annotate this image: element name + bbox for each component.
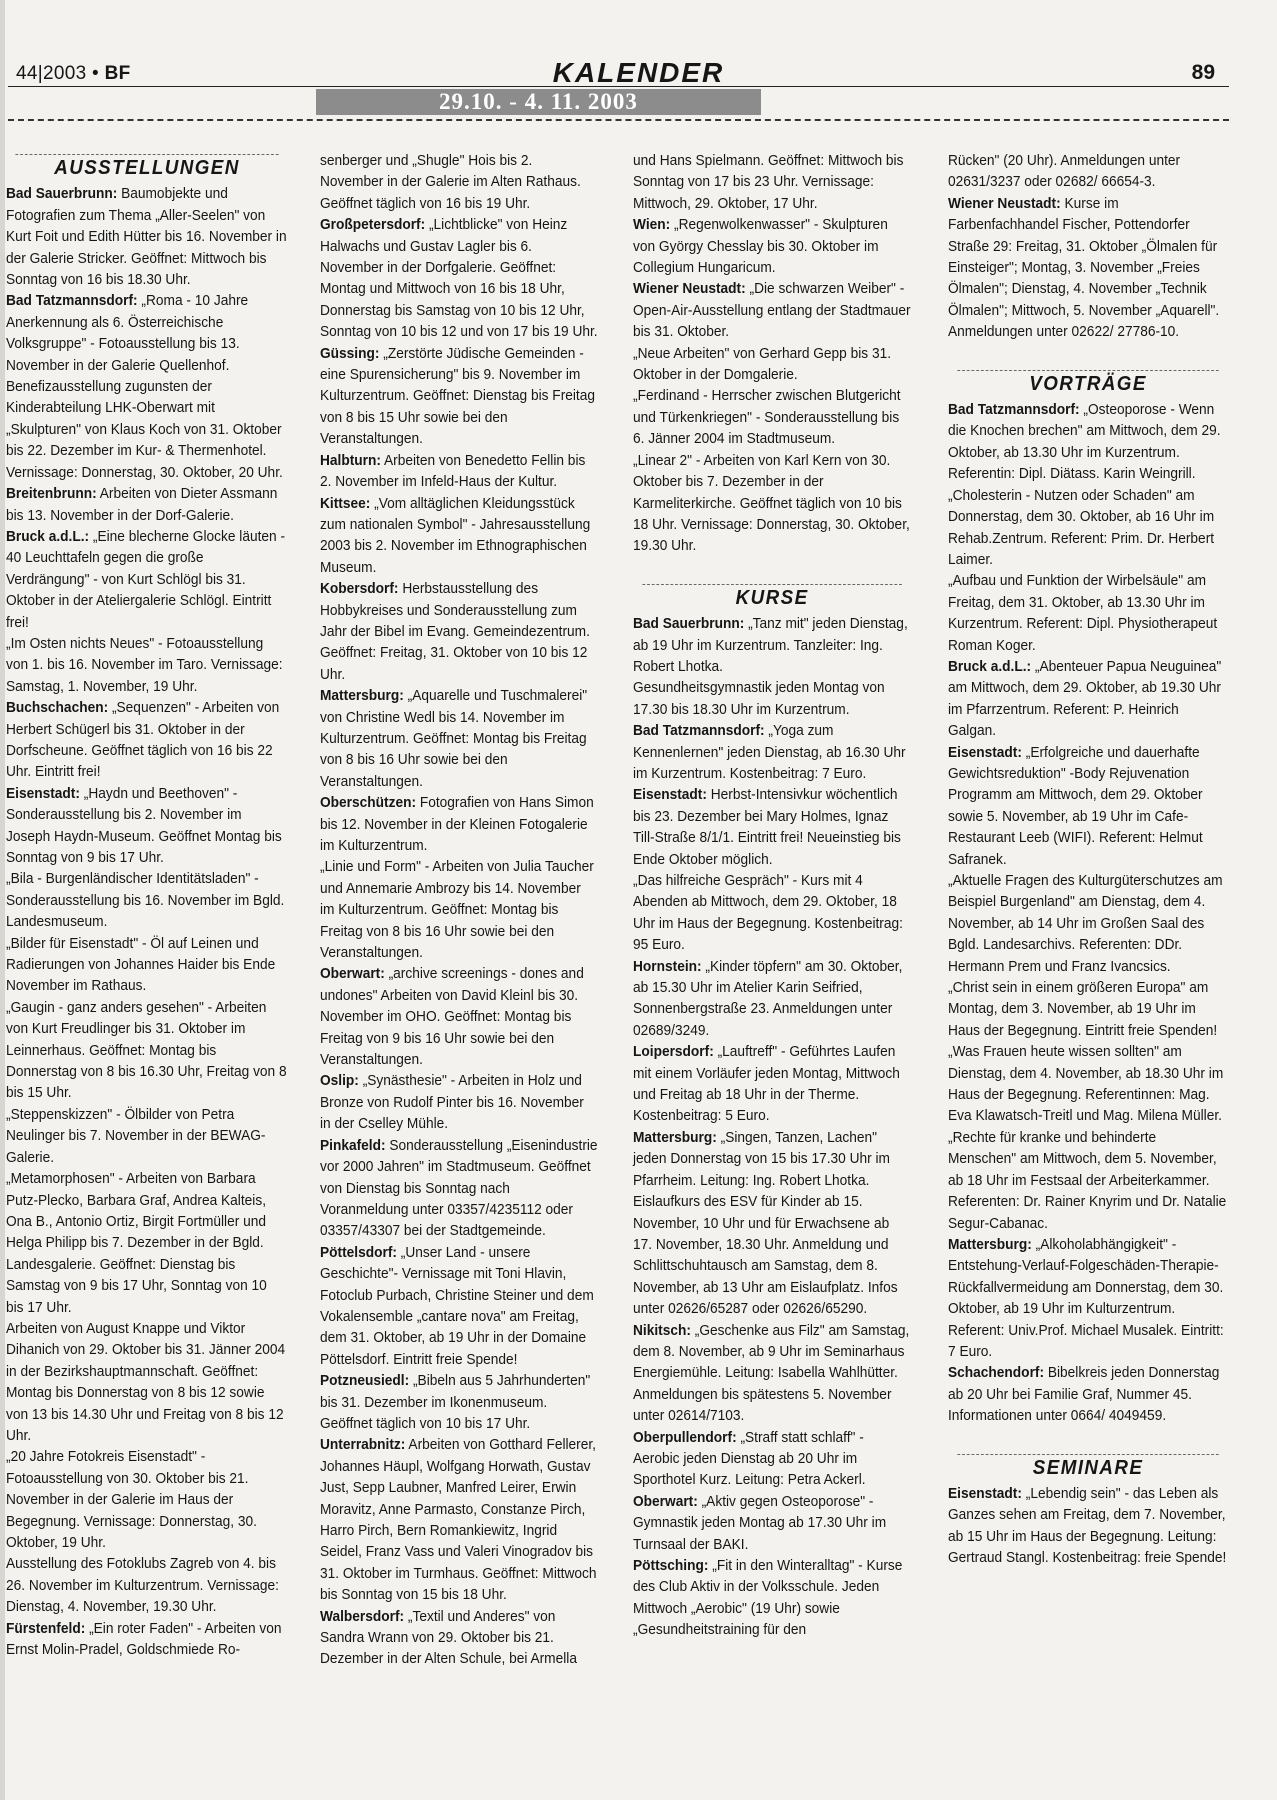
entry-text: „Rechte für kranke und behinderte Menschen" am Mittwoch, dem 5. November, ab 18 Uhr im Festsaal der Arbeiterkammer. Referenten: Dr. Rainer Knyrim und Dr. Natalie Segur-Cabanac.	[948, 1129, 1227, 1232]
entries-ausstellungen-2	[320, 151, 598, 1671]
calendar-entry	[320, 1071, 598, 1135]
entry-place: Oberschützen:	[320, 795, 417, 812]
entry-place: Bad Sauerbrunn:	[633, 616, 745, 633]
entry-text: „Tanz mit" jeden Dienstag, ab 19 Uhr im Kurzentrum. Tanzleiter: Ing. Robert Lhotka.	[633, 616, 908, 675]
calendar-entry	[948, 871, 1228, 978]
calendar-entry	[320, 494, 598, 580]
entry-place: Oberwart:	[320, 966, 385, 983]
entry-text: „Osteoporose - Wenn die Knochen brechen" am Mittwoch, dem 29. Oktober, ab 13.30 Uhr im Kurzentrum. Referentin: Dipl. Diätass. Karin Weingrill.	[948, 402, 1221, 483]
calendar-entry	[948, 657, 1228, 743]
entry-place: Nikitsch:	[633, 1322, 691, 1339]
entry-text: „Synästhesie" - Arbeiten in Holz und Bronze von Rudolf Pinter bis 16. November in der Cselley Mühle.	[320, 1073, 584, 1133]
entry-place: Eisenstadt:	[948, 744, 1022, 761]
entry-text: „Linear 2" - Arbeiten von Karl Kern von 30. Oktober bis 7. Dezember in der Karmeliterkirche. Geöffnet täglich von 10 bis 18 Uhr. Vernissage: Donnerstag, 30. Oktober, 19.30 Uhr.	[633, 452, 910, 555]
entry-place: Kittsee:	[320, 495, 371, 512]
entry-text: „Ferdinand - Herrscher zwischen Blutgericht und Türkenkriegen" - Sonderausstellung bis 6. Jänner 2004 im Stadtmuseum.	[633, 388, 901, 448]
column-1	[6, 150, 288, 1661]
entry-place: Mattersburg:	[633, 1129, 717, 1146]
entry-place: Oberpullendorf:	[633, 1429, 737, 1446]
entry-text: Rücken" (20 Uhr). Anmeldungen unter 02631/3237 oder 02682/ 66654-3.	[948, 153, 1181, 191]
entry-text: „Singen, Tanzen, Lachen" jeden Donnerstag von 15 bis 17.30 Uhr im Pfarrheim. Leitung: Ing. Robert Lhotka.	[633, 1129, 890, 1189]
entry-place: Potzneusiedl:	[320, 1373, 410, 1390]
entry-place: Schachendorf:	[948, 1365, 1045, 1382]
entry-text: „Haydn und Beethoven" - Sonderausstellung bis 2. November im Joseph Haydn-Museum. Geöffnet Montag bis Sonntag von 9 bis 17 Uhr.	[6, 785, 282, 866]
entry-place: Pöttelsdorf:	[320, 1244, 397, 1261]
date-range-banner: 29.10. - 4. 11. 2003	[316, 89, 761, 115]
calendar-entry	[948, 571, 1228, 657]
entry-text: „Straff statt schlaff" - Aerobic jeden Dienstag ab 20 Uhr im Sporthotel Kurz. Leitung: Petra Ackerl.	[633, 1429, 866, 1489]
magazine-name: BF	[104, 63, 131, 84]
entry-place: Kobersdorf:	[320, 581, 399, 598]
entry-place: Hornstein:	[633, 958, 702, 975]
entry-place: Oberwart:	[633, 1493, 698, 1510]
calendar-entry	[6, 484, 288, 527]
calendar-entry	[633, 1042, 911, 1128]
calendar-entry	[6, 698, 288, 784]
entry-text: „Aktuelle Fragen des Kulturgüterschutzes am Beispiel Burgenland" am Dienstag, dem 4. November, ab 14 Uhr im Großen Saal des Bgld. Landesarchivs. Referenten: DDr. Hermann Prem und Franz Ivancsics.	[948, 873, 1223, 975]
entry-text: „Lauftreff" - Geführtes Laufen mit einem Vorläufer jeden Montag, Mittwoch und Freitag ab 18 Uhr in der Therme. Kostenbeitrag: 5 Euro.	[633, 1044, 900, 1125]
calendar-entry	[633, 721, 911, 785]
entry-place: Buchschachen:	[6, 700, 109, 717]
entry-place: Pöttsching:	[633, 1558, 709, 1574]
calendar-entry	[6, 1554, 288, 1618]
entries-ausstellungen-1	[6, 184, 288, 1661]
entry-text: „Aquarelle und Tuschmalerei" von Christine Wedl bis 14. November im Kulturzentrum. Geöffnet: Montag bis Freitag von 8 bis 16 Uhr sowie bei den Veranstaltungen.	[320, 688, 588, 790]
entry-text: „Geschenke aus Filz" am Samstag, dem 8. November, ab 9 Uhr im Seminarhaus Energiemühle. Leitung: Isabella Wahlhütter. Anmeldungen bis spätestens 5. November unter 02614/7103.	[633, 1322, 910, 1425]
entry-place: Eisenstadt:	[948, 1485, 1022, 1502]
entry-text: Baumobjekte und Fotografien zum Thema „Aller-Seelen" von Kurt Foit und Edith Hütter bis 16. November in der Galerie Stricker. Geöffnet: Mittwoch bis Sonntag von 16 bis 18.30 Uhr.	[6, 186, 287, 289]
entry-text: Herbstausstellung des Hobbykreises und Sonderausstellung zum Jahr der Bibel im Evang. Gemeindezentrum. Geöffnet: Freitag, 31. Oktober von 10 bis 12 Uhr.	[320, 581, 590, 683]
calendar-entry	[948, 1235, 1228, 1363]
calendar-entry	[320, 1243, 598, 1371]
section-heading-kurse: KURSE	[642, 584, 901, 611]
header-rule	[8, 86, 1229, 87]
calendar-entry	[6, 1447, 288, 1554]
entry-text: „Was Frauen heute wissen sollten" am Dienstag, dem 4. November, ab 18.30 Uhr im Haus der Begegnung. Referentinnen: Mag. Eva Klawatsch-Treitl und Mag. Milena Müller.	[948, 1044, 1224, 1125]
calendar-entry	[320, 215, 598, 343]
entry-place: Walbersdorf:	[320, 1608, 405, 1625]
entry-text: „Sequenzen" - Arbeiten von Herbert Schügerl bis 31. Oktober in der Dorfscheune. Geöffnet täglich von 16 bis 22 Uhr. Eintritt frei!	[6, 700, 280, 781]
entry-text: Sonderausstellung „Eisenindustrie vor 2000 Jahren" im Stadtmuseum. Geöffnet von Dienstag bis Sonntag nach Voranmeldung unter 03357/4235112 oder 03357/43307 bei der Stadtgemeinde.	[320, 1137, 598, 1240]
calendar-entry	[320, 1607, 598, 1671]
section-heading-vortraege: VORTRÄGE	[957, 370, 1218, 397]
calendar-entry	[633, 871, 911, 957]
calendar-entry	[320, 793, 598, 857]
entry-place: Mattersburg:	[948, 1236, 1032, 1253]
entry-text: „20 Jahre Fotokreis Eisenstadt" - Fotoausstellung von 30. Oktober bis 21. November in der Galerie im Haus der Begegnung. Vernissage: Donnerstag, 30. Oktober, 19 Uhr.	[6, 1449, 257, 1551]
calendar-entry	[6, 1105, 288, 1169]
entry-text: „Lebendig sein" - das Leben als Ganzes sehen am Freitag, dem 7. November, ab 15 Uhr im Haus der Begegnung. Leitung: Gertraud Stangl. Kostenbeitrag: freie Spende!	[948, 1485, 1227, 1567]
calendar-entry	[6, 291, 288, 377]
calendar-entry	[6, 377, 288, 484]
calendar-entry	[948, 978, 1228, 1042]
entry-text: „Vom alltäglichen Kleidungsstück zum nationalen Symbol" - Jahresausstellung 2003 bis 2. November im Ethnographischen Museum.	[320, 495, 591, 576]
entry-place: Wien:	[633, 217, 671, 234]
entry-place: Halbturn:	[320, 452, 381, 469]
calendar-entry	[320, 1136, 598, 1243]
entry-text: „Christ sein in einem größeren Europa" am Montag, dem 3. November, ab 19 Uhr im Haus der Begegnung. Eintritt freie Spenden!	[948, 980, 1218, 1039]
entry-text: Kurse im Farbenfachhandel Fischer, Pottendorfer Straße 29: Freitag, 31. Oktober „Ölmalen für Einsteiger"; Montag, 3. November „Freies Ölmalen"; Dienstag, 4. November „Technik Ölmalen"; Mittwoch, 5. November „Aquarell". Anmeldungen unter 02622/ 27786-10.	[948, 195, 1220, 341]
calendar-entry	[6, 1619, 288, 1662]
page-number: 89	[1191, 61, 1215, 84]
binding-edge	[0, 0, 5, 1800]
calendar-entry	[633, 785, 911, 871]
entry-place: Mattersburg:	[320, 688, 404, 705]
column-4	[948, 151, 1228, 1570]
entry-place: Bad Sauerbrunn:	[6, 186, 118, 203]
entry-text: „Regenwolkenwasser" - Skulpturen von György Chesslay bis 30. Oktober im Collegium Hungaricum.	[633, 217, 888, 277]
entry-text: „Linie und Form" - Arbeiten von Julia Taucher und Annemarie Ambrozy bis 14. November im Kulturzentrum. Geöffnet: Montag bis Freitag von 8 bis 16 Uhr sowie bei den Veranstaltungen.	[320, 859, 594, 962]
calendar-entry	[6, 998, 288, 1105]
entry-text: Eislaufkurs des ESV für Kinder ab 15. November, 10 Uhr und für Erwachsene ab 17. November, 18.30 Uhr. Anmeldung und Schlittschuhtausch am Samstag, dem 8. November, ab 13 Uhr am Eislaufplatz. Infos unter 02626/65287 oder 02626/65290.	[633, 1194, 898, 1318]
entry-text: „Das hilfreiche Gespräch" - Kurs mit 4 Abenden ab Mittwoch, dem 29. Oktober, 18 Uhr im Haus der Begegnung. Kostenbeitrag: 95 Euro.	[633, 873, 903, 954]
calendar-entry	[6, 527, 288, 634]
entry-text: „Ein roter Faden" - Arbeiten von Ernst Molin-Pradel, Goldschmiede Ro-	[6, 1620, 282, 1659]
page-title: KALENDER	[552, 57, 725, 88]
entry-text: „Alkoholabhängigkeit" - Entstehung-Verlauf-Folgeschäden-Therapie-Rückfallvermeidung am Donnerstag, dem 30. Oktober, ab 19 Uhr im Kulturzentrum. Referent: Univ.Prof. Michael Musalek. Eintritt: 7 Euro.	[948, 1236, 1224, 1360]
entry-place: Bad Tatzmannsdorf:	[6, 293, 138, 310]
calendar-entry	[6, 1319, 288, 1447]
entry-text: „Kinder töpfern" am 30. Oktober, ab 15.30 Uhr im Atelier Karin Seifried, Sonnenbergstraße 23. Anmeldungen unter 02689/3249.	[633, 958, 903, 1039]
entry-place: Pinkafeld:	[320, 1137, 386, 1154]
calendar-entry	[6, 1169, 288, 1319]
entry-text: „Roma - 10 Jahre Anerkennung als 6. Österreichische Volksgruppe" - Fotoausstellung bis 13. November in der Galerie Quellenhof.	[6, 293, 249, 374]
entry-text: „Abenteuer Papua Neuguinea" am Mittwoch, dem 29. Oktober, ab 19.30 Uhr im Pfarrzentrum. Referent: P. Heinrich Galgan.	[948, 658, 1222, 740]
calendar-entry	[948, 400, 1228, 486]
entry-place: Bad Tatzmannsdorf:	[633, 723, 765, 740]
entry-text: „Metamorphosen" - Arbeiten von Barbara Putz-Plecko, Barbara Graf, Andrea Kalteis, Ona B., Antonio Ortiz, Birgit Fortmüller und Helga Philipp bis 7. Dezember in der Bgld. Landesgalerie. Geöffnet: Dienstag bis Samstag von 9 bis 17 Uhr, Sonntag von 10 bis 17 Uhr.	[6, 1171, 267, 1316]
entry-text: Benefizausstellung zugunsten der Kinderabteilung LHK-Oberwart mit „Skulpturen" von Klaus Koch von 31. Oktober bis 22. Dezember im Kur- & Thermenhotel. Vernissage: Donnerstag, 30. Oktober, 20 Uhr.	[6, 379, 283, 481]
entry-text: „Bibeln aus 5 Jahrhunderten" bis 31. Dezember im Ikonenmuseum. Geöffnet täglich von 10 bis 17 Uhr.	[320, 1373, 591, 1432]
entry-text: Arbeiten von Benedetto Fellin bis 2. November im Infeld-Haus der Kultur.	[320, 452, 586, 491]
calendar-entry	[320, 964, 598, 1071]
calendar-entry	[633, 1321, 911, 1428]
entry-text: Ausstellung des Fotoklubs Zagreb von 4. bis 26. November im Kulturzentrum. Vernissage: Dienstag, 4. November, 19.30 Uhr.	[6, 1556, 279, 1616]
calendar-entry	[948, 151, 1228, 194]
entry-place: Eisenstadt:	[633, 787, 707, 804]
entry-text: senberger und „Shugle" Hois bis 2. November in der Galerie im Alten Rathaus. Geöffnet täglich von 16 bis 19 Uhr.	[320, 153, 581, 212]
entry-text: „Unser Land - unsere Geschichte"- Vernissage mit Toni Hlavin, Fotoclub Purbach, Christine Steiner und dem Vokalensemble „cantare nova" am Freitag, dem 31. Oktober, ab 19 Uhr in der Domaine Pöttelsdorf. Eintritt freie Spende!	[320, 1244, 594, 1368]
entry-text: „Yoga zum Kennenlernen" jeden Dienstag, ab 16.30 Uhr im Kurzentrum. Kostenbeitrag: 7 Euro.	[633, 723, 906, 782]
calendar-entry	[948, 194, 1228, 344]
entry-text: „Eine blecherne Glocke läuten - 40 Leuchttafeln gegen die große Verdrängung" - von Kurt Schlögl bis 31. Oktober in der Ateliergalerie Schlögl. Eintritt frei!	[6, 528, 286, 631]
header-dashed-rule	[8, 119, 1229, 121]
entry-place: Breitenbrunn:	[6, 486, 97, 503]
calendar-entry	[633, 279, 911, 343]
entry-text: „Bilder für Eisenstadt" - Öl auf Leinen und Radierungen von Johannes Haider bis Ende November im Rathaus.	[6, 935, 276, 995]
entry-text: „Bila - Burgenländischer Identitätsladen" - Sonderausstellung bis 16. November im Bgld. Landesmuseum.	[6, 871, 285, 931]
entry-text: Arbeiten von Dieter Assmann bis 13. November in der Dorf-Galerie.	[6, 486, 278, 524]
entry-text: Herbst-Intensivkur wöchentlich bis 23. Dezember bei Mary Holmes, Ignaz Till-Straße 8/1/1. Eintritt frei! Neueinstieg bis Ende Oktober möglich.	[633, 787, 901, 868]
calendar-entry	[948, 1363, 1228, 1427]
calendar-entry	[633, 451, 911, 558]
entry-place: Großpetersdorf:	[320, 217, 426, 234]
calendar-entry	[320, 151, 598, 215]
calendar-entry	[320, 686, 598, 793]
entry-text: „Aufbau und Funktion der Wirbelsäule" am Freitag, dem 31. Oktober, ab 13.30 Uhr im Kurzentrum. Referent: Dipl. Physiotherapeut Roman Koger.	[948, 573, 1218, 654]
calendar-entry	[948, 1128, 1228, 1235]
calendar-entry	[633, 1192, 911, 1320]
entry-text: „Erfolgreiche und dauerhafte Gewichtsreduktion" -Body Rejuvenation Programm am Mittwoch, dem 29. Oktober sowie 5. November, ab 19 Uhr im Cafe-Restaurant Leeb (WIFI). Referent: Helmut Safranek.	[948, 744, 1203, 868]
page-header	[0, 55, 1277, 125]
entry-text: „Lichtblicke" von Heinz Halwachs und Gustav Lagler bis 6. November in der Dorfgalerie. Geöffnet: Montag und Mittwoch von 16 bis 18 Uhr, Donnerstag bis Samstag von 10 bis 12 Uhr, Sonntag von 10 bis 12 und von 17 bis 19 Uhr.	[320, 217, 598, 341]
entry-text: „Gaugin - ganz anders gesehen" - Arbeiten von Kurt Freudlinger bis 31. Oktober im Leinnerhaus. Geöffnet: Montag bis Donnerstag von 8 bis 16.30 Uhr, Freitag von 8 bis 15 Uhr.	[6, 999, 287, 1102]
entry-text: „Die schwarzen Weiber" - Open-Air-Ausstellung entlang der Stadtmauer bis 31. Oktober.	[633, 281, 911, 341]
calendar-entry	[948, 1484, 1228, 1570]
calendar-entry	[633, 957, 911, 1043]
calendar-entry	[633, 1556, 911, 1642]
section-heading-seminare: SEMINARE	[957, 1454, 1218, 1481]
entries-kurse-2	[948, 151, 1228, 344]
entry-place: Wiener Neustadt:	[633, 281, 746, 298]
entry-place: Fürstenfeld:	[6, 1620, 86, 1637]
calendar-entry	[320, 344, 598, 451]
calendar-entry	[633, 678, 911, 721]
calendar-entry	[948, 486, 1228, 572]
calendar-entry	[633, 1492, 911, 1556]
issue-number: 44|2003	[16, 63, 87, 84]
calendar-entry	[6, 934, 288, 998]
entry-text: Arbeiten von Gotthard Fellerer, Johannes Häupl, Wolfgang Horwath, Gustav Just, Sepp Laubner, Manfred Leirer, Erwin Moravitz, Anne Parmasto, Constanze Pirch, Harro Pirch, Bern Romankiewitz, Ingrid Seidel, Franz Vass und Valeri Vinogradov bis 31. Oktober im Turmhaus. Geöffnet: Mittwoch bis Sonntag von 15 bis 18 Uhr.	[320, 1437, 597, 1604]
calendar-entry	[633, 614, 911, 678]
entry-text: Arbeiten von August Knappe und Viktor Dihanich von 29. Oktober bis 31. Jänner 2004 in der Bezirkshauptmannschaft. Geöffnet: Montag bis Donnerstag von 8 bis 12 sowie von 13 bis 14.30 Uhr und Freitag von 8 bis 12 Uhr.	[6, 1320, 286, 1444]
column-3	[633, 151, 911, 1642]
entry-text: Bibelkreis jeden Donnerstag ab 20 Uhr bei Familie Graf, Nummer 45. Informationen unter 0664/ 4049459.	[948, 1365, 1220, 1425]
issue-separator: •	[92, 63, 99, 84]
entry-text: „Cholesterin - Nutzen oder Schaden" am Donnerstag, dem 30. Oktober, ab 16 Uhr im Rehab.Zentrum. Referent: Prim. Dr. Herbert Laimer.	[948, 487, 1215, 568]
entry-place: Loipersdorf:	[633, 1044, 714, 1061]
column-2	[320, 151, 598, 1671]
calendar-entry	[320, 451, 598, 494]
entry-place: Eisenstadt:	[6, 785, 80, 802]
entry-place: Bruck a.d.L.:	[948, 658, 1032, 675]
entry-place: Güssing:	[320, 345, 380, 362]
entry-text: Fotografien von Hans Simon bis 12. November in der Kleinen Fotogalerie im Kulturzentrum.	[320, 795, 594, 854]
entry-place: Unterrabnitz:	[320, 1437, 406, 1454]
entry-place: Bruck a.d.L.:	[6, 528, 90, 545]
entries-kurse-1	[633, 614, 911, 1642]
calendar-entry	[948, 1042, 1228, 1128]
entry-text: „Neue Arbeiten" von Gerhard Gepp bis 31. Oktober in der Domgalerie.	[633, 345, 892, 384]
entry-place: Wiener Neustadt:	[948, 195, 1061, 212]
entry-text: „Textil und Anderes" von Sandra Wrann von 29. Oktober bis 21. Dezember in der Alten Schule, bei Armella	[320, 1608, 577, 1668]
calendar-entry	[633, 1128, 911, 1192]
calendar-entry	[633, 386, 911, 450]
calendar-entry	[320, 1435, 598, 1606]
calendar-entry	[633, 344, 911, 387]
calendar-entry	[633, 151, 911, 215]
calendar-entry	[6, 869, 288, 933]
calendar-entry	[320, 1371, 598, 1435]
calendar-entry	[633, 1428, 911, 1492]
entry-text: „Steppenskizzen" - Ölbilder von Petra Neulinger bis 7. November in der BEWAG-Galerie.	[6, 1106, 266, 1166]
entry-text: „Im Osten nichts Neues" - Fotoausstellung von 1. bis 16. November im Taro. Vernissage: Samstag, 1. November, 19 Uhr.	[6, 635, 283, 695]
calendar-entry	[6, 784, 288, 870]
calendar-entry	[948, 743, 1228, 871]
entry-place: Oslip:	[320, 1073, 359, 1090]
entry-text: „archive screenings - dones and undones" Arbeiten von David Kleinl bis 30. November im OHO. Geöffnet: Montag bis Freitag von 9 bis 16 Uhr sowie bei den Veranstaltungen.	[320, 966, 584, 1069]
section-heading-ausstellungen: AUSSTELLUNGEN	[15, 154, 278, 181]
calendar-entry	[320, 857, 598, 964]
calendar-entry	[320, 579, 598, 686]
entry-text: Gesundheitsgymnastik jeden Montag von 17.30 bis 18.30 Uhr im Kurzentrum.	[633, 680, 885, 718]
entries-ausstellungen-3	[633, 151, 911, 558]
entries-vortraege	[948, 400, 1228, 1428]
calendar-entry	[6, 184, 288, 291]
entry-text: „Fit in den Winteralltag" - Kurse des Club Aktiv in der Volksschule. Jeden Mittwoch „Aerobic" (19 Uhr) sowie „Gesundheitstraining für den	[633, 1558, 903, 1639]
entries-seminare	[948, 1484, 1228, 1570]
entry-place: Bad Tatzmannsdorf:	[948, 402, 1080, 419]
calendar-entry	[6, 634, 288, 698]
calendar-entry	[633, 215, 911, 279]
entry-text: „Aktiv gegen Osteoporose" - Gymnastik jeden Montag ab 17.30 Uhr im Turnsaal der BAKI.	[633, 1493, 887, 1553]
entry-text: „Zerstörte Jüdische Gemeinden - eine Spurensicherung" bis 9. November im Kulturzentrum. Geöffnet: Dienstag bis Freitag von 8 bis 15 Uhr sowie bei den Veranstaltungen.	[320, 345, 596, 448]
entry-text: und Hans Spielmann. Geöffnet: Mittwoch bis Sonntag von 17 bis 23 Uhr. Vernissage: Mittwoch, 29. Oktober, 17 Uhr.	[633, 153, 904, 212]
